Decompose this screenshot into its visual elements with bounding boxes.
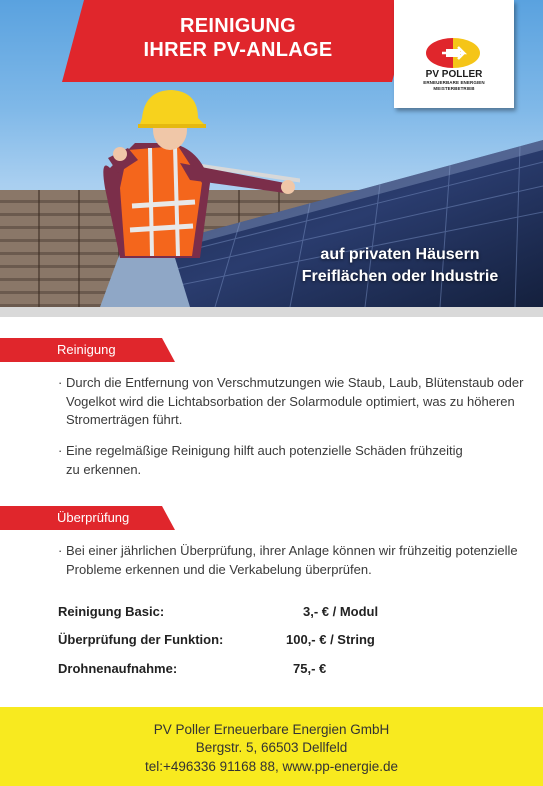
pv-poller-logo-mark-icon (424, 36, 482, 70)
price-row (58, 661, 478, 681)
hero-image (0, 0, 543, 307)
price-row (58, 604, 478, 624)
title-line-1: REINIGUNG (179, 15, 297, 37)
list-item (58, 542, 528, 579)
title-line-2: IHRER PV-ANLAGE (143, 39, 333, 61)
footer (0, 707, 543, 786)
price-label: Überprüfung der Funktion: (58, 632, 224, 647)
company-logo (394, 0, 514, 108)
logo-name: PV POLLER (425, 69, 483, 80)
bullet-marker: · (58, 443, 63, 458)
bullet-marker: · (58, 543, 63, 558)
bullet-text: Durch die Entfernung von Verschmutzungen wie Staub, Laub, Blütenstaub oder Vogelkot wird die Lichtabsorbation der Solarmodule optimiert, was zu höheren Stromerträgen führt. (66, 375, 524, 427)
footer-contact: tel:+496336 91168 88, www.pp-energie.de (144, 759, 399, 774)
tagline-line-2: Freiflächen oder Industrie (301, 268, 499, 285)
price-label: Drohnenaufnahme: (58, 661, 178, 676)
page-title (62, 14, 414, 62)
bullet-marker: · (58, 375, 63, 390)
price-value: 3,- € / Modul (303, 604, 379, 619)
logo-subtitle: ERNEUERBARE ENERGIEN MEISTERBETRIEB (423, 80, 485, 91)
bullet-text: Bei einer jährlichen Überprüfung, ihrer Anlage können wir frühzeitig potenzielle Probleme erkennen und die Verkabelung überprüfen. (66, 543, 518, 577)
price-value: 100,- € / String (286, 632, 375, 647)
title-banner (62, 0, 414, 82)
section-title: Überprüfung (57, 510, 130, 525)
footer-address: Bergstr. 5, 66503 Dellfeld (195, 740, 348, 755)
hero-tagline (270, 244, 530, 288)
price-row (58, 632, 478, 652)
divider (0, 307, 543, 317)
list-item (58, 442, 528, 479)
list-item (58, 374, 528, 430)
tagline-line-1: auf privaten Häusern (320, 246, 480, 263)
section-title: Reinigung (57, 342, 116, 357)
bullet-text: Eine regelmäßige Reinigung hilft auch potenzielle Schäden frühzeitig zu erkennen. (66, 443, 463, 477)
footer-company: PV Poller Erneuerbare Energien GmbH (153, 722, 390, 737)
worker-illustration (80, 88, 300, 307)
price-label: Reinigung Basic: (58, 604, 165, 619)
price-value: 75,- € (293, 661, 327, 676)
